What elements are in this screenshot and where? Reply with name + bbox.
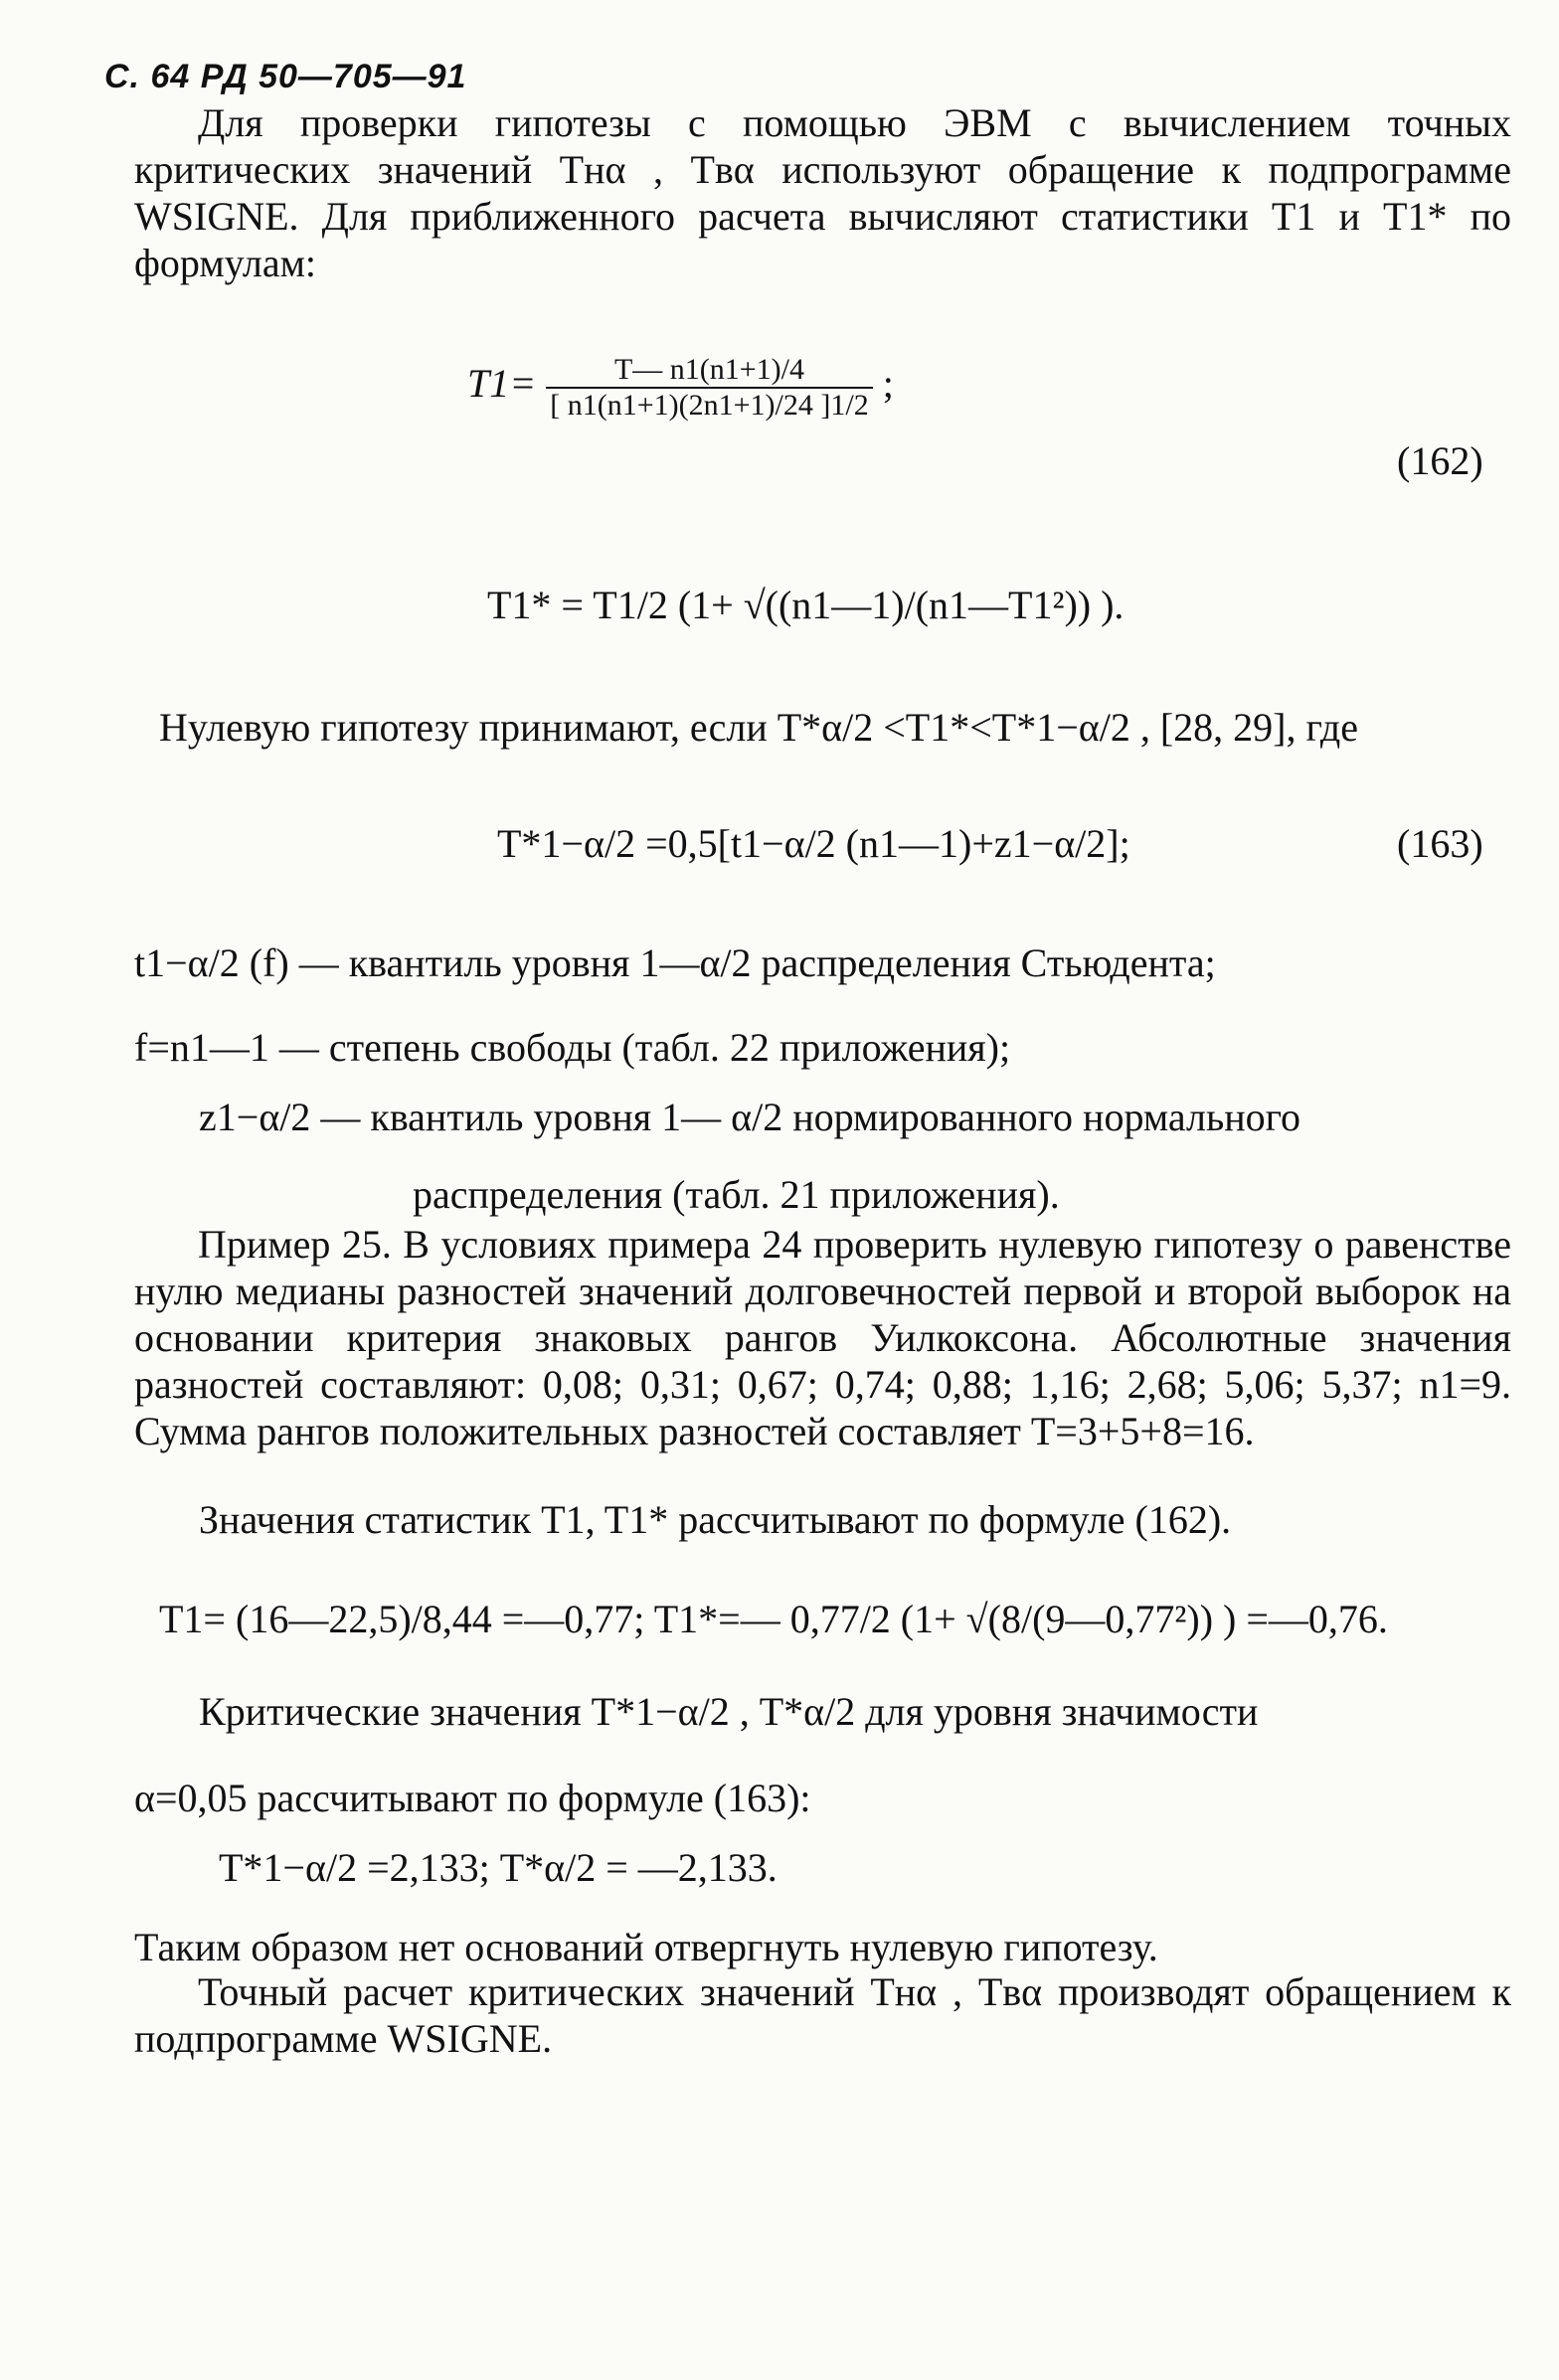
formula-t1-star: T1* = T1/2 (1+ √((n1—1)/(n1—T1²)) ). [487, 583, 1125, 627]
alpha-line: α=0,05 рассчитывают по формуле (163): [134, 1776, 811, 1820]
critical-values-formula: T*1−α/2 =2,133; T*α/2 = —2,133. [219, 1845, 778, 1890]
critical-values-line: Критические значения T*1−α/2 , T*α/2 для уровня значимости [199, 1689, 1259, 1734]
equation-number-163: (163) [1397, 821, 1483, 866]
eq162-lhs: T1= [467, 361, 537, 407]
null-hypothesis-line: Нулевую гипотезу принимают, если T*α/2 <T1*<T*1−α/2 , [28, 29], где [159, 705, 1359, 750]
intro-paragraph: Для проверки гипотезы с помощью ЭВМ с вычислением точных критических значений Tнα , Tвα используют обращение к подпрограмме WSIGNE. Для приближенного расчета вычисляют статистики T1 и T1* по формулам: [134, 100, 1511, 285]
equation-number-162: (162) [1397, 438, 1483, 483]
definition-f: f=n1—1 — степень свободы (табл. 22 приложения); [134, 1025, 1011, 1070]
formula-163: T*1−α/2 =0,5[t1−α/2 (n1—1)+z1−α/2]; [497, 821, 1130, 866]
eq162-fraction [546, 353, 872, 423]
statistics-line: Значения статистик T1, T1* рассчитывают по формуле (162). [199, 1497, 1232, 1542]
page-header: С. 64 РД 50—705—91 [104, 58, 467, 95]
final-paragraph: Точный расчет критических значений Tнα , Tвα производят обращением к подпрограмме WSIGNE. [134, 1969, 1511, 2061]
definition-t: t1−α/2 (f) — квантиль уровня 1—α/2 распределения Стьюдента; [134, 940, 1216, 985]
example-paragraph: Пример 25. В условиях примера 24 проверить нулевую гипотезу о равенстве нулю медианы разностей значений долговечностей первой и второй выборок на основании критерия знаковых рангов Уилкоксона. Абсолютные значения разностей составляют: 0,08; 0,31; 0,67; 0,74; 0,88; 1,16; 2,68; 5,06; 5,37; n1=9. Сумма рангов положительных разностей составляет T=3+5+8=16. [134, 1222, 1511, 1453]
calculation-formula: T1= (16—22,5)/8,44 =—0,77; T1*=— 0,77/2 (1+ √(8/(9—0,77²)) ) =—0,76. [159, 1597, 1388, 1641]
definition-z-line1: z1−α/2 — квантиль уровня 1— α/2 нормированного нормального [199, 1095, 1301, 1139]
conclusion-line: Таким образом нет оснований отвергнуть нулевую гипотезу. [134, 1925, 1158, 1969]
eq162-denominator: [ n1(n1+1)(2n1+1)/24 ]1/2 [550, 389, 869, 422]
definition-z-line2: распределения (табл. 21 приложения). [413, 1172, 1060, 1217]
formula-162: T1= $\frac{T— n1(n1+1)/4}{[ n1(n1+1)(2n1+1)/24 ]1/2}$ ; [467, 353, 894, 422]
eq162-numerator: T— n1(n1+1)/4 [546, 353, 872, 389]
